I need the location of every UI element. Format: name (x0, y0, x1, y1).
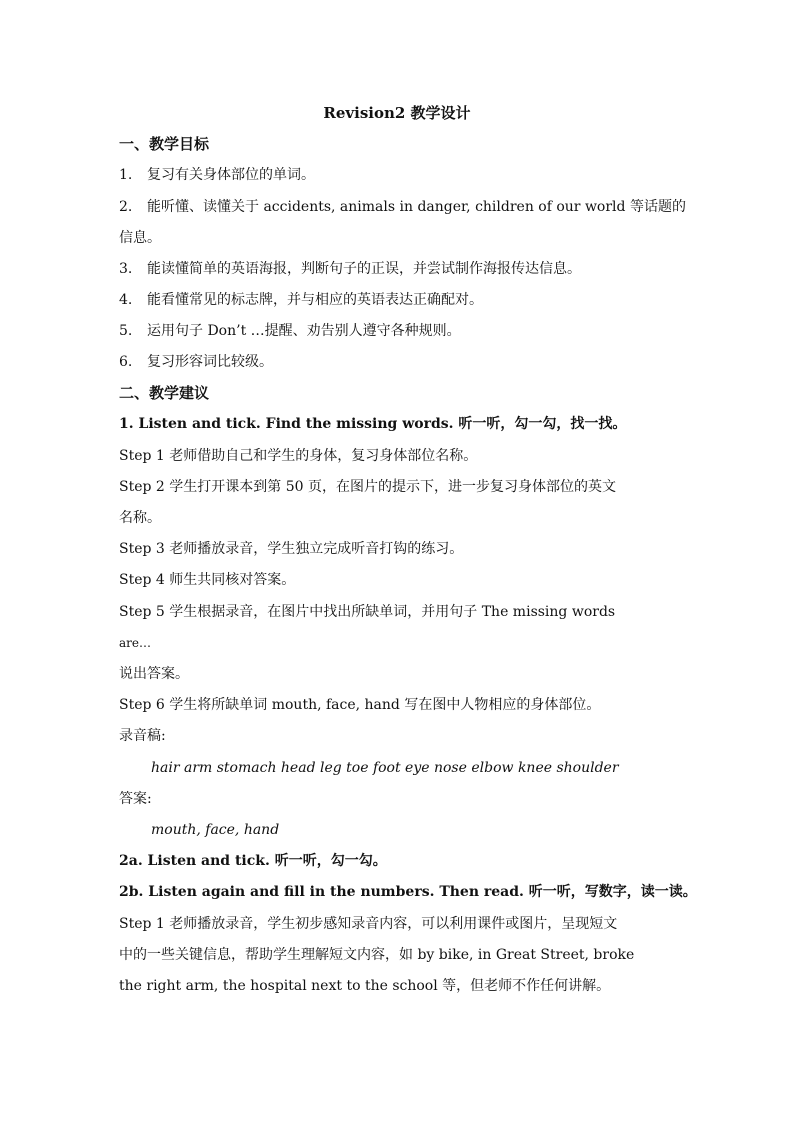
item-number: 4. (119, 292, 133, 308)
step-line: Step 1 老师借助自己和学生的身体，复习身体部位名称。 (119, 448, 478, 464)
item-text: 复习有关身体部位的单词。 (147, 167, 315, 183)
objective-item (119, 198, 686, 216)
script-text: hair arm stomach head leg toe foot eye nose elbow knee shoulder (151, 760, 619, 776)
item-text: 能看懂常见的标志牌，并与相应的英语表达正确配对。 (147, 292, 483, 308)
script-label: 录音稿: (119, 728, 166, 744)
objective-item (119, 291, 679, 309)
section-heading-objectives: 一、教学目标 (119, 135, 210, 153)
answer-label: 答案: (119, 791, 152, 807)
objective-item (119, 353, 679, 371)
item-number: 2. (119, 199, 133, 215)
item-number: 6. (119, 354, 133, 370)
section-heading-suggestions: 二、教学建议 (119, 384, 210, 402)
activity-2a-title: 2a. Listen and tick. 听一听，勾一勾。 (119, 853, 387, 869)
step-line: 名称。 (119, 510, 161, 526)
step-line: Step 4 师生共同核对答案。 (119, 572, 296, 588)
item-text: 复习形容词比较级。 (147, 354, 273, 370)
step-line: Step 5 学生根据录音，在图片中找出所缺单词，并用句子 The missing words (119, 604, 616, 620)
step-line: Step 1 老师播放录音，学生初步感知录音内容，可以利用课件或图片，呈现短文 (119, 916, 618, 932)
answer-text: mouth, face, hand (151, 822, 280, 838)
step-line: Step 2 学生打开课本到第 50 页，在图片的提示下，进一步复习身体部位的英文 (119, 479, 616, 495)
step-line: 说出答案。 (119, 666, 189, 682)
activity-1-title: 1. Listen and tick. Find the missing words. 听一听，勾一勾，找一找。 (119, 416, 627, 432)
objective-item (119, 166, 679, 184)
item-text: 能读懂简单的英语海报，判断句子的正误，并尝试制作海报传达信息。 (147, 261, 581, 277)
item-text: 能听懂、读懂关于 accidents, animals in danger, children of our world 等话题的 (147, 199, 686, 215)
objective-item-continuation: 信息。 (119, 230, 161, 246)
activity-2b-title: 2b. Listen again and fill in the numbers. Then read. 听一听，写数字，读一读。 (119, 884, 697, 900)
step-line: Step 3 老师播放录音，学生独立完成听音打钩的练习。 (119, 541, 464, 557)
step-line: are… (119, 636, 151, 650)
step-line: Step 6 学生将所缺单词 mouth, face, hand 写在图中人物相应的身体部位。 (119, 697, 601, 713)
item-text: 运用句子 Don’t …提醒、劝告别人遵守各种规则。 (147, 323, 461, 339)
item-number: 5. (119, 323, 133, 339)
objective-item (119, 260, 679, 278)
step-line: 中的一些关键信息，帮助学生理解短文内容，如 by bike, in Great Street, broke (119, 947, 635, 963)
page-title: Revision2 教学设计 (323, 104, 471, 122)
item-number: 3. (119, 261, 133, 277)
objective-item (119, 322, 679, 340)
step-line: the right arm, the hospital next to the school 等，但老师不作任何讲解。 (119, 978, 611, 994)
item-number: 1. (119, 167, 133, 183)
